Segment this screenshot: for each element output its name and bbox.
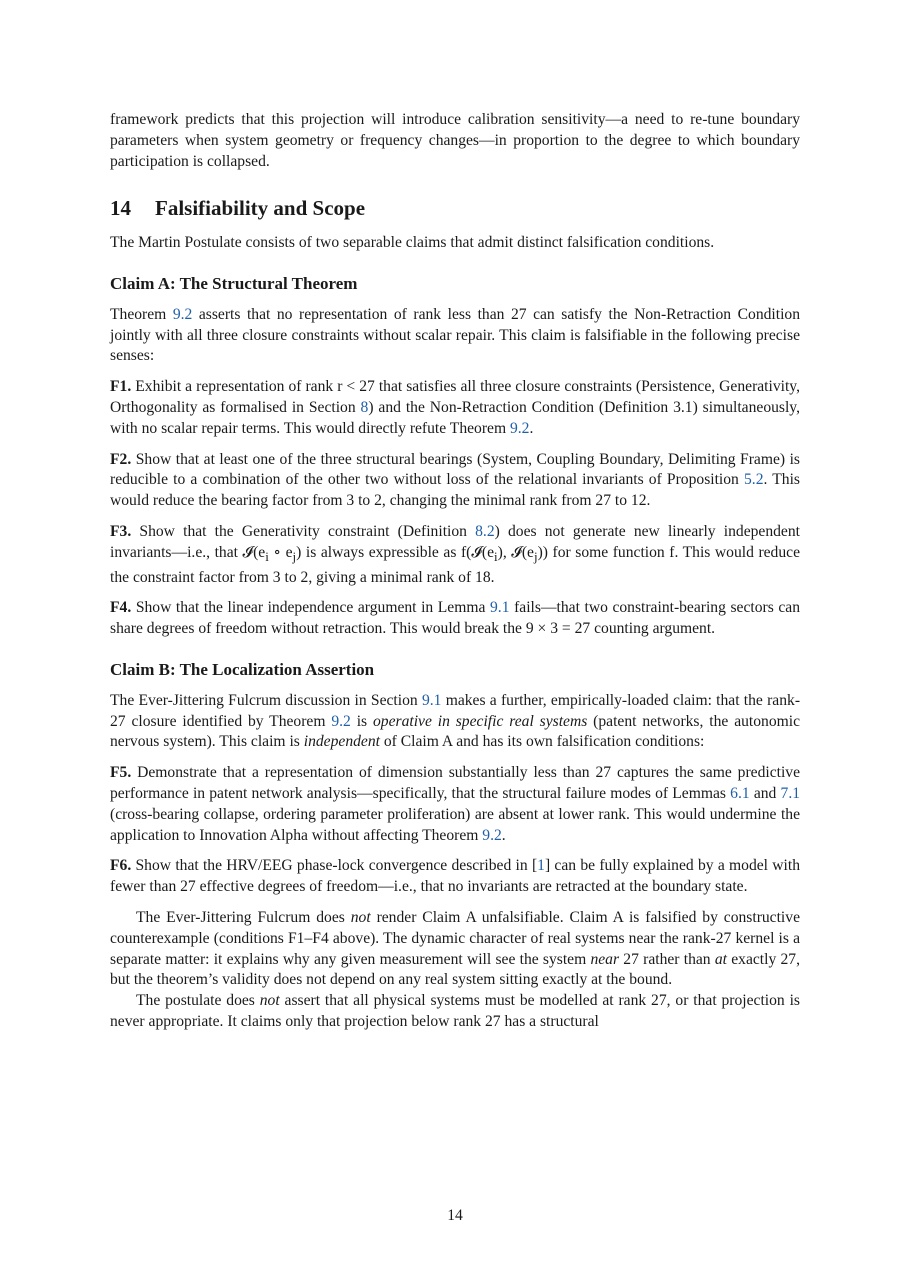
emphasis: near <box>590 950 620 968</box>
closing-paragraph-1 <box>110 908 800 991</box>
section-link[interactable]: 9.1 <box>421 691 442 709</box>
claim-b-heading: Claim B: The Localization Assertion <box>110 660 375 680</box>
text: )) for some function f. This would reduce the constraint factor from 3 to 2, giving a minimal rank of 18. <box>110 543 800 586</box>
citation-link[interactable]: 1 <box>537 857 545 875</box>
lemma-link[interactable]: 7.1 <box>780 785 801 803</box>
condition-label: F1. <box>110 378 132 396</box>
emphasis: at <box>714 950 727 968</box>
page-number: 14 <box>447 1207 463 1224</box>
closing-paragraph-2 <box>110 991 800 1033</box>
intro-line: to which boundary participation is collapsed. <box>110 131 800 170</box>
condition-f3 <box>110 522 800 589</box>
claim-a-heading: Claim A: The Structural Theorem <box>110 273 358 293</box>
condition-f2 <box>110 450 800 512</box>
text: ) does not generate new linearly independent invariants—i.e., that 𝓘(e <box>110 522 800 561</box>
emphasis: not <box>350 909 371 927</box>
section-link[interactable]: 8 <box>360 398 369 416</box>
text: ), 𝓘(e <box>497 543 534 561</box>
text: fails—that two constraint-bearing sectors can share degrees of freedom without retraction. This would break the 9 × 3 = 27 counting argument. <box>110 599 800 638</box>
text: assert that all physical systems must be modelled at rank 27, or that projection is never appropriate. It claims only that projection below rank 27 has a structural <box>110 992 800 1030</box>
subscript: i <box>494 548 498 564</box>
condition-label: F2. <box>110 450 132 468</box>
text: (patent networks, the autonomic nervous system). This claim is <box>110 712 801 751</box>
intro-line: boundary parameters when system geometry or frequency changes—in proportion to the degree <box>110 111 800 149</box>
condition-f1 <box>110 377 800 439</box>
theorem-link[interactable]: 9.2 <box>331 712 351 730</box>
text: asserts that no representation of rank less than 27 can satisfy the Non-Retraction Condition jointly with all three closure constraints without scalar repair. This claim is falsifiable in the following precise senses: <box>110 305 801 365</box>
text: Demonstrate that a representation of dimension substantially less than 27 captures the same predictive performance in patent network analysis—specifically, that the structural failure modes of Lemmas <box>110 764 800 803</box>
text: ] can be fully explained by a model with fewer than 27 effective degrees of freedom—i.e., that no invariants are retracted at the boundary state. <box>110 857 800 896</box>
subscript: j <box>533 548 538 564</box>
theorem-link[interactable]: 9.2 <box>509 419 530 437</box>
condition-f6 <box>110 856 800 898</box>
page-body <box>110 110 800 1033</box>
text: render Claim A unfalsifiable. Claim A is falsified by constructive counterexample (conditions F1–F4 above). The dynamic character of real systems near the rank-27 kernel is a separate matter: it explains why any given measurement will see the system <box>110 909 800 968</box>
subscript: i <box>265 548 269 564</box>
condition-label: F5. <box>110 764 132 782</box>
text: and <box>749 785 781 803</box>
text: of Claim A and has its own falsification conditions: <box>379 733 705 751</box>
claim-b-paragraph <box>110 691 800 753</box>
condition-label: F4. <box>110 599 132 617</box>
condition-label: F3. <box>110 522 132 540</box>
text: Exhibit a representation of rank r < 27 that satisfies all three closure constraints (Persistence, Generativity, Orthogonality as formalised in Section <box>110 378 800 416</box>
section-intro: The Martin Postulate consists of two separable claims that admit distinct falsification conditions. <box>110 234 715 252</box>
text: Show that the HRV/EEG phase-lock convergence described in [ <box>131 857 538 875</box>
claim-a-paragraph <box>110 305 800 367</box>
theorem-link[interactable]: 9.2 <box>482 826 502 844</box>
text: . <box>501 826 506 844</box>
condition-f4 <box>110 598 800 640</box>
lemma-link[interactable]: 6.1 <box>730 785 750 803</box>
text: is <box>350 712 373 730</box>
text: exactly 27, but the theorem’s validity does not depend on any real system sitting exactly at the bound. <box>110 950 800 989</box>
text: . This would reduce the bearing factor from 3 to 2, changing the minimal rank from 27 to 12. <box>110 471 800 510</box>
text: Theorem <box>110 305 173 323</box>
intro-line: framework predicts that this projection will introduce calibration sensitivity—a need to re-tune <box>110 111 735 128</box>
text: Show that the linear independence argument in Lemma <box>131 599 490 617</box>
text: ) is always expressible as f(𝓘(e <box>296 543 495 561</box>
text: ) and the Non-Retraction Condition (Definition 3.1) simultaneously, with no scalar repair terms. This would directly refute Theorem <box>110 398 800 437</box>
section-number: 14 <box>110 196 131 221</box>
text: Show that the Generativity constraint (Definition <box>131 522 476 540</box>
subscript: j <box>292 548 297 564</box>
text: (cross-bearing collapse, ordering parameter proliferation) are absent at lower rank. This would undermine the application to Innovation Alpha without affecting Theorem <box>110 805 800 844</box>
section-heading <box>110 198 800 219</box>
lemma-link[interactable]: 9.1 <box>490 599 510 617</box>
condition-f5 <box>110 763 800 846</box>
condition-label: F6. <box>110 857 132 875</box>
text: . <box>529 419 534 437</box>
intro-paragraph <box>110 110 800 172</box>
text: makes a further, empirically-loaded claim: that the rank-27 closure identified by Theorem <box>110 691 801 730</box>
emphasis: operative in specific real systems <box>372 712 588 730</box>
emphasis: not <box>259 992 280 1010</box>
section-title: Falsifiability and Scope <box>155 196 366 221</box>
text: The Ever-Jittering Fulcrum discussion in Section <box>110 691 422 709</box>
text: The postulate does <box>136 992 260 1010</box>
text: Show that at least one of the three structural bearings (System, Coupling Boundary, Delimiting Frame) is reducible to a combination of the other two without loss of the relational invariants of Proposition <box>110 450 800 489</box>
text: The Ever-Jittering Fulcrum does <box>136 909 351 927</box>
theorem-link[interactable]: 9.2 <box>172 305 193 323</box>
text: ∘ e <box>268 543 293 561</box>
definition-link[interactable]: 8.2 <box>475 522 495 540</box>
emphasis: independent <box>303 733 380 751</box>
proposition-link[interactable]: 5.2 <box>744 471 764 489</box>
text: 27 rather than <box>619 950 715 968</box>
